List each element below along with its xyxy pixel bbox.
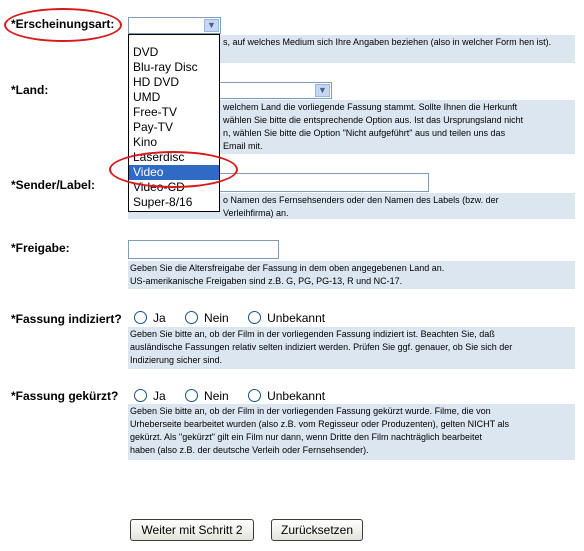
- land-label: *Land:: [11, 83, 49, 97]
- sender-hint-line: Verleihfirma) an.: [223, 208, 289, 218]
- indiziert-hint: [128, 327, 575, 369]
- radio-nein-label[interactable]: Nein: [204, 389, 229, 403]
- radio-nein[interactable]: [185, 389, 198, 402]
- dropdown-option[interactable]: Laserdisc: [133, 150, 185, 164]
- erscheinungsart-select[interactable]: [128, 17, 221, 34]
- radio-nein-label[interactable]: Nein: [204, 311, 229, 325]
- gekuerzt-hint-line: gekürzt. Als "gekürzt" gilt ein Film nur dann, wenn Dritte den Film nachträglich bearbeitet: [130, 432, 483, 442]
- radio-ja-label[interactable]: Ja: [153, 311, 166, 325]
- dropdown-option[interactable]: HD DVD: [133, 75, 180, 89]
- indiziert-hint-line: Geben Sie bitte an, ob der Film in der vorliegenden Fassung indiziert ist. Beachten Sie, daß: [130, 329, 495, 339]
- freigabe-label: *Freigabe:: [11, 241, 70, 255]
- indiziert-hint-line: Indizierung sicher sind.: [130, 355, 223, 365]
- radio-ja[interactable]: [134, 311, 147, 324]
- dropdown-option[interactable]: DVD: [133, 45, 159, 59]
- dropdown-option[interactable]: Super-8/16: [133, 195, 193, 209]
- sender-hint-line: o Namen des Fernsehsenders oder den Namen des Labels (bzw. der: [223, 195, 499, 205]
- radio-unbekannt-label[interactable]: Unbekannt: [267, 389, 326, 403]
- radio-unbekannt[interactable]: [248, 311, 261, 324]
- gekuerzt-hint-line: Geben Sie bitte an, ob der Film in der vorliegenden Fassung gekürzt wurde. Filme, die von: [130, 406, 491, 416]
- erscheinungsart-label: *Erscheinungsart:: [11, 17, 115, 31]
- land-hint-line: wählen Sie bitte die entsprechende Option aus. Ist das Ursprungsland nicht: [223, 115, 524, 125]
- freigabe-input[interactable]: [128, 240, 279, 259]
- reset-button[interactable]: Zurücksetzen: [271, 519, 363, 541]
- freigabe-hint-line: US-amerikanische Freigaben sind z.B. G, PG, PG-13, R und NC-17.: [130, 276, 403, 286]
- gekuerzt-hint-line: haben (also z.B. der deutsche Verleih oder Fernsehsender).: [130, 445, 369, 455]
- gekuerzt-label: *Fassung gekürzt?: [11, 389, 119, 403]
- dropdown-option[interactable]: Free-TV: [133, 105, 178, 119]
- freigabe-hint-line: Geben Sie die Altersfreigabe der Fassung in dem oben angegebenen Land an.: [130, 263, 445, 273]
- dropdown-option[interactable]: UMD: [133, 90, 161, 104]
- radio-unbekannt-label[interactable]: Unbekannt: [267, 311, 326, 325]
- chevron-down-icon[interactable]: ▼: [315, 84, 330, 97]
- dropdown-option[interactable]: Pay-TV: [133, 120, 174, 134]
- dropdown-option[interactable]: Blu-ray Disc: [133, 60, 198, 74]
- dropdown-option-selected[interactable]: Video: [129, 165, 219, 180]
- next-step-button[interactable]: Weiter mit Schritt 2: [130, 519, 254, 541]
- dropdown-option[interactable]: Video-CD: [133, 180, 185, 194]
- sender-label: *Sender/Label:: [11, 178, 96, 192]
- annotation-ellipse-label: [4, 8, 122, 42]
- gekuerzt-hint: [128, 404, 575, 460]
- gekuerzt-hint-line: Urheberseite bearbeitet wurden (also z.B. vom Regisseur oder Produzenten), gelten NICHT als: [130, 419, 510, 429]
- gekuerzt-radio-group: [134, 389, 341, 405]
- freigabe-hint: [128, 261, 575, 289]
- indiziert-radio-group: [134, 311, 341, 327]
- radio-ja-label[interactable]: Ja: [153, 389, 166, 403]
- dropdown-option[interactable]: Kino: [133, 135, 158, 149]
- erscheinungsart-hint: s, auf welches Medium sich Ihre Angaben beziehen (also in welcher Form hen ist).: [128, 35, 575, 63]
- radio-unbekannt[interactable]: [248, 389, 261, 402]
- indiziert-label: *Fassung indiziert?: [11, 312, 122, 326]
- land-hint-line: n, wählen Sie bitte die Option "Nicht aufgeführt" aus und teilen uns das: [223, 128, 506, 138]
- radio-ja[interactable]: [134, 389, 147, 402]
- land-hint-line: welchem Land die vorliegende Fassung stammt. Sollte Ihnen die Herkunft: [223, 102, 518, 112]
- chevron-down-icon[interactable]: ▼: [204, 19, 219, 32]
- radio-nein[interactable]: [185, 311, 198, 324]
- indiziert-hint-line: ausländische Fassungen relativ selten indiziert werden. Prüfen Sie ggf. genauer, ob Sie sich der: [130, 342, 513, 352]
- land-hint-line: Email mit.: [223, 141, 263, 151]
- annotation-ellipse-option: [109, 151, 238, 188]
